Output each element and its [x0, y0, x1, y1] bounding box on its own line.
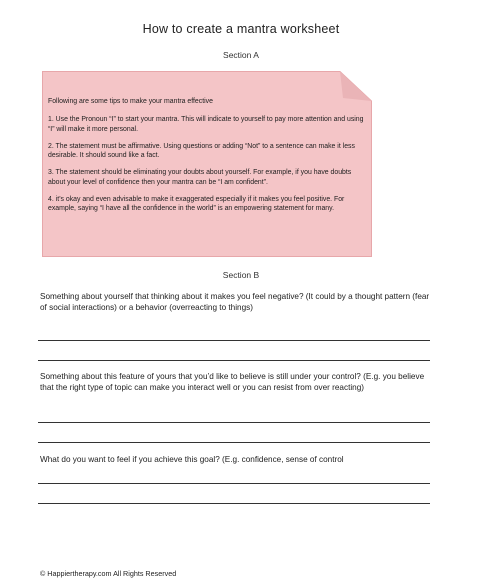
question-1: Something about yourself that thinking about it makes you feel negative? (It could by a thought pattern (fear of social interactions) or a behavior (overreacting to things)	[40, 292, 430, 312]
tip-item: 3. The statement should be eliminating your doubts about yourself. For example, if you have doubts about your level of confidence then your mantra can be “I am confident”.	[48, 169, 352, 186]
question-2: Something about this feature of yours that you’d like to believe is still under your control? (E.g. you believe that the right type of topic can make you interact well or you can resist from over reacting)	[40, 372, 425, 392]
copyright-footer: © Happiertherapy.com All Rights Reserved	[40, 569, 177, 578]
answer-line-2b[interactable]	[38, 442, 430, 443]
tip-item: 1. Use the Pronoun “I” to start your mantra. This will indicate to yourself to pay more attention and using “I” will make it more personal.	[48, 116, 364, 133]
section-a-label: Section A	[223, 50, 259, 60]
section-b-label: Section B	[222, 270, 260, 280]
page-title: How to create a mantra worksheet	[142, 22, 340, 36]
tip-item: 4. it’s okay and even advisable to make it exaggerated especially if it makes you feel positive. For example, saying “I have all the confidence in the world” is an empowering statement for many.	[48, 195, 345, 213]
question-3: What do you want to feel if you achieve this goal? (E.g. confidence, sense of control	[40, 455, 344, 464]
answer-line-3a[interactable]	[38, 483, 430, 484]
answer-line-1b[interactable]	[38, 360, 430, 361]
answer-line-2a[interactable]	[38, 422, 430, 423]
answer-line-1a[interactable]	[38, 340, 430, 341]
answer-line-3b[interactable]	[38, 503, 430, 504]
tip-item: 2. The statement must be affirmative. Using questions or adding “Not” to a sentence can make it less desirable. It should sound like a fact.	[48, 142, 355, 160]
tips-intro: Following are some tips to make your mantra effective	[48, 98, 213, 105]
tips-card	[42, 71, 372, 257]
tips-content	[48, 97, 364, 221]
